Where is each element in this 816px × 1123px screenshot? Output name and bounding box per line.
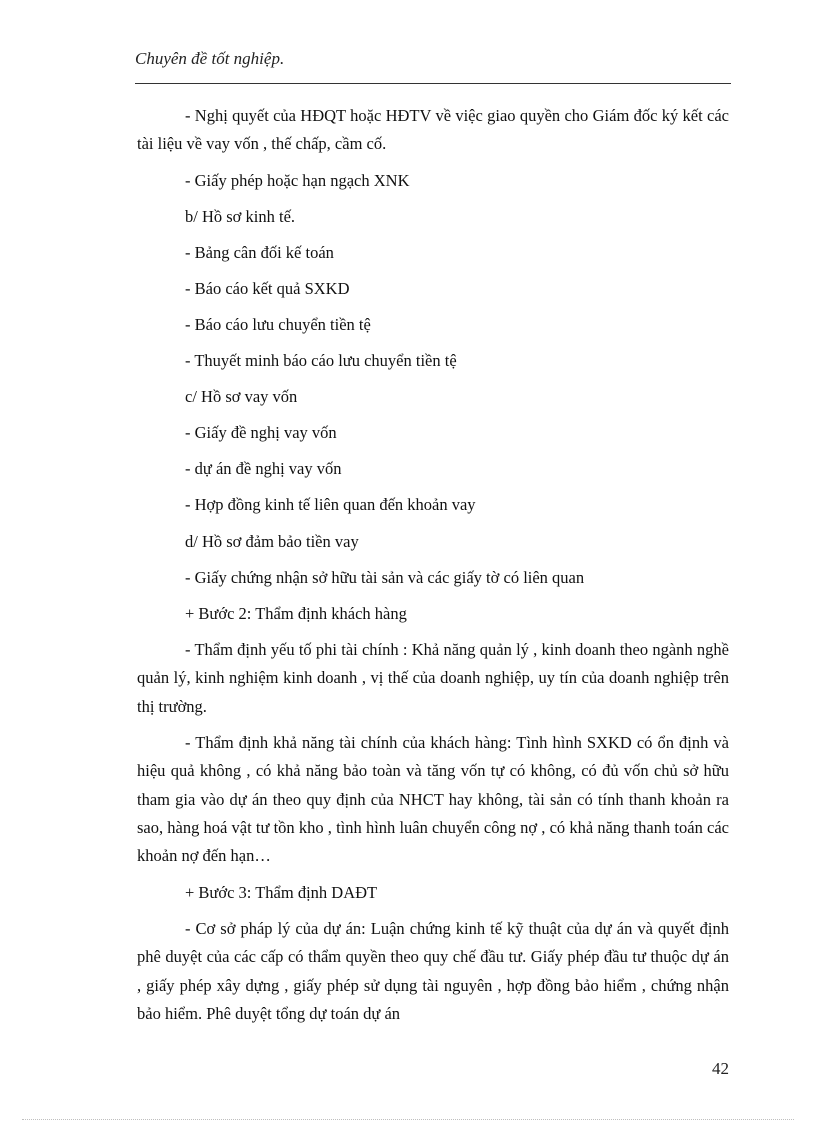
paragraph-non-financial-appraisal: - Thẩm định yếu tố phi tài chính : Khả năng quản lý , kinh doanh theo ngành nghề quản lý, kinh nghiệm kinh doanh , vị thế của doanh nghiệp, uy tín của doanh nghiệp trên thị trường. <box>137 639 729 716</box>
paragraph-business-results: - Báo cáo kết quả SXKD <box>185 278 350 298</box>
header-title: Chuyên đề tốt nghiệp. <box>135 49 285 68</box>
paragraph-cash-flow-report: - Báo cáo lưu chuyển tiền tệ <box>185 314 371 334</box>
paragraph-cash-flow-notes: - Thuyết minh báo cáo lưu chuyển tiền tệ <box>185 351 457 371</box>
paragraph-loan-project: - dự án đề nghị vay vốn <box>185 459 342 479</box>
paragraph-collateral-dossier: d/ Hồ sơ đảm bảo tiền vay <box>185 531 359 551</box>
paragraph-economic-contract: - Hợp đồng kinh tế liên quan đến khoản vay <box>185 495 476 515</box>
page-bottom-edge <box>22 1119 794 1120</box>
paragraph-step-2: + Bước 2: Thẩm định khách hàng <box>185 603 407 623</box>
paragraph-loan-request: - Giấy đề nghị vay vốn <box>185 423 337 443</box>
page-number: 42 <box>712 1059 729 1078</box>
paragraph-economic-dossier: b/ Hồ sơ kinh tế. <box>185 206 296 226</box>
paragraph-financial-appraisal: - Thẩm định khả năng tài chính của khách hàng: Tình hình SXKD có ổn định và hiệu quả không , có khả năng bảo toàn và tăng vốn tự có không, có đủ vốn chủ sở hữu tham gia vào dự án theo quy định của NHCT hay không, tài sản có tính thanh khoản ra sao, hàng hoá vật tư tồn kho , tình hình luân chuyển công nợ , có khả năng thanh toán các khoản nợ đến hạn… <box>137 732 729 866</box>
paragraph-loan-dossier: c/ Hồ sơ vay vốn <box>185 387 298 407</box>
paragraph-legal-basis: - Cơ sở pháp lý của dự án: Luận chứng kinh tế kỹ thuật của dự án và quyết định phê duyệt của các cấp có thẩm quyền theo quy chế đầu tư. Giấy phép đầu tư thuộc dự án , giấy phép xây dựng , giấy phép sử dụng tài nguyên , hợp đồng bảo hiểm , chứng nhận bảo hiểm. Phê duyệt tổng dự toán dự án <box>137 918 729 1023</box>
paragraph-board-resolution: - Nghị quyết của HĐQT hoặc HĐTV về việc giao quyền cho Giám đốc ký kết các tài liệu về vay vốn , thế chấp, cầm cố. <box>137 106 729 154</box>
body-text <box>137 102 729 1036</box>
paragraph-import-export-license: - Giấy phép hoặc hạn ngạch XNK <box>185 170 410 190</box>
paragraph-step-3: + Bước 3: Thẩm định DAĐT <box>185 882 378 902</box>
header-divider <box>135 83 731 84</box>
paragraph-ownership-certificate: - Giấy chứng nhận sở hữu tài sản và các giấy tờ có liên quan <box>185 567 585 587</box>
paragraph-balance-sheet: - Bảng cân đối kế toán <box>185 242 334 262</box>
